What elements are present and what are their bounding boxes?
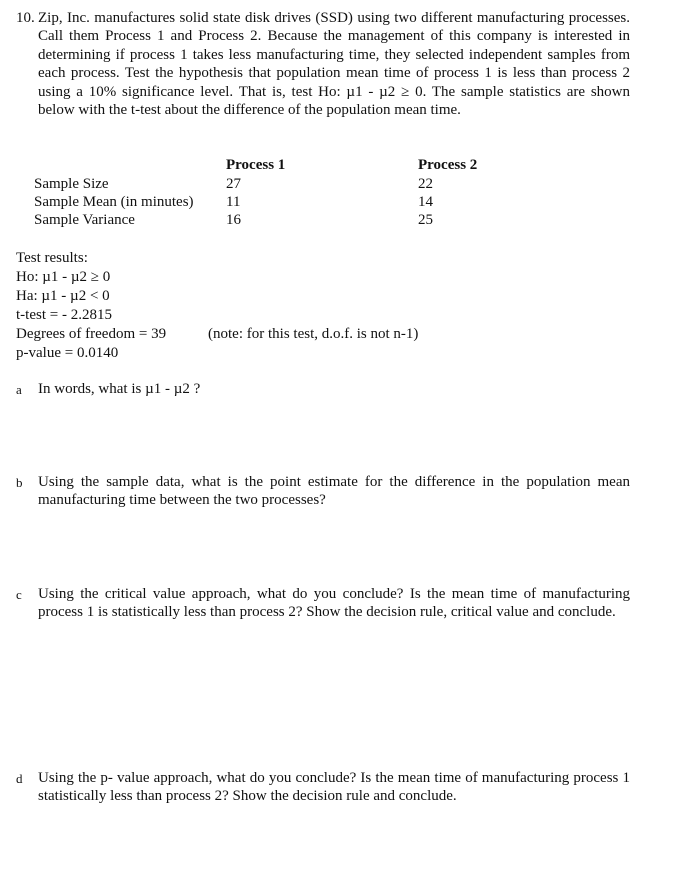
p-value: p-value = 0.0140 bbox=[16, 345, 119, 361]
question-text: Using the sample data, what is the point estimate for the difference in the population mean manufacturing time between the two processes? bbox=[38, 474, 630, 509]
dof-note: (note: for this test, d.o.f. is not n-1) bbox=[208, 326, 419, 342]
header-process-1: Process 1 bbox=[226, 157, 286, 173]
row-label-sample-size: Sample Size bbox=[34, 176, 109, 192]
question-text: Using the critical value approach, what do you conclude? Is the mean time of manufacturing process 1 is statistically less than process 2? Show the decision rule, critical value and conclude. bbox=[38, 586, 630, 621]
problem-statement bbox=[16, 9, 630, 119]
question-letter: a bbox=[16, 382, 22, 397]
question-letter: d bbox=[16, 771, 23, 786]
sample-variance-p1: 16 bbox=[226, 212, 241, 228]
question-text: Using the p- value approach, what do you conclude? Is the mean time of manufacturing process 1 statistically less than process 2? Show the decision rule and conclude. bbox=[38, 770, 630, 805]
alternative-hypothesis: Ha: µ1 - µ2 < 0 bbox=[16, 288, 110, 304]
question-letter: b bbox=[16, 475, 23, 490]
t-statistic: t-test = - 2.2815 bbox=[16, 307, 112, 323]
question-letter: c bbox=[16, 587, 22, 602]
header-process-2: Process 2 bbox=[418, 157, 478, 173]
sample-mean-p1: 11 bbox=[226, 194, 241, 210]
question-text: In words, what is µ1 - µ2 ? bbox=[38, 381, 201, 397]
problem-text: Zip, Inc. manufactures solid state disk drives (SSD) using two different manufacturing processes. Call them Process 1 and Process 2. Because the management of this company is interested in determining if process 1 takes less manufacturing time, they selected independent samples from each process. Test the hypothesis that population mean time of process 1 is less than process 2 using a 10% significance level. That is, test Ho: µ1 - µ2 ≥ 0. The sample statistics are shown below with the t-test about the difference of the population mean time. bbox=[38, 10, 630, 119]
results-heading: Test results: bbox=[16, 250, 88, 266]
problem-number: 10. bbox=[16, 10, 35, 26]
sample-variance-p2: 25 bbox=[418, 212, 433, 228]
sample-mean-p2: 14 bbox=[418, 194, 433, 210]
row-label-sample-mean: Sample Mean (in minutes) bbox=[34, 194, 194, 210]
sample-size-p1: 27 bbox=[226, 176, 241, 192]
null-hypothesis: Ho: µ1 - µ2 ≥ 0 bbox=[16, 269, 111, 285]
row-label-sample-variance: Sample Variance bbox=[34, 212, 135, 228]
sample-size-p2: 22 bbox=[418, 176, 433, 192]
degrees-of-freedom: Degrees of freedom = 39 bbox=[16, 326, 167, 342]
